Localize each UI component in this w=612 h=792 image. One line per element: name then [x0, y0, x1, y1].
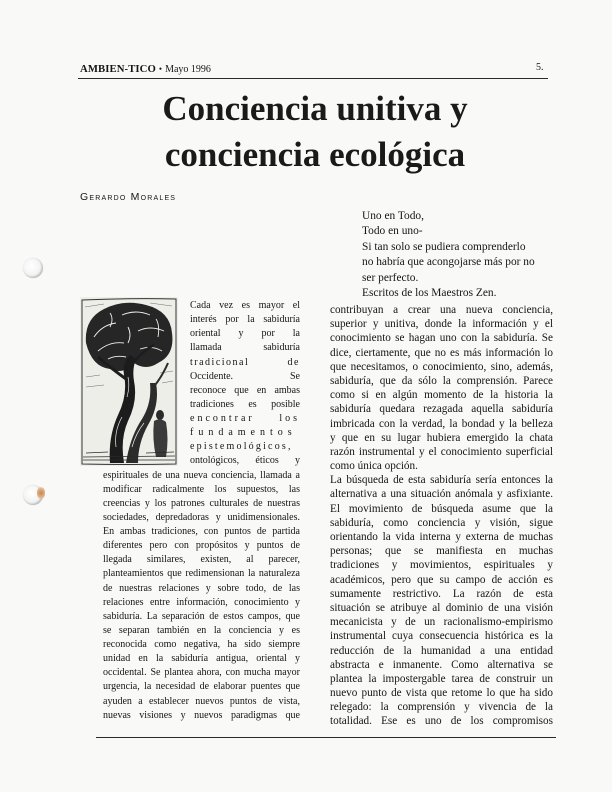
body-text-line: dice, ciertamente, que no es más información lo	[330, 346, 553, 359]
rust-stain	[37, 487, 45, 499]
body-text-line: que necesitamos, o conocimiento, sino, además,	[330, 360, 553, 373]
running-header	[80, 61, 211, 75]
body-text-line: como si en algún momento de la historia la	[330, 389, 553, 402]
epigraph-source: Escritos de los Maestros Zen.	[362, 286, 497, 299]
body-text-line: planteamientos que redimensionan la naturaleza	[103, 568, 300, 580]
body-text-line: espirituales de una nueva conciencia, llamada a	[103, 469, 300, 481]
body-text-line: sabiduría, que da sólo la comprensión. Parece	[330, 374, 553, 387]
epigraph-line: ser perfecto.	[362, 271, 419, 284]
issue-date: Mayo 1996	[165, 64, 211, 75]
body-text-line: razón instrumental y el conocimiento superficial	[330, 445, 553, 458]
footer-rule	[96, 737, 556, 738]
article-title-line: Conciencia unitiva y	[162, 89, 468, 128]
body-text-line: orientando la vida interna y externa de muchas	[330, 531, 553, 543]
body-text-line: y que en su lugar hubiera emergido la chata	[330, 431, 553, 444]
paragraph	[330, 303, 553, 473]
body-text-line: fundamentos	[190, 427, 297, 439]
body-text-line: sabiduría, como conciencia y visión, sigue	[330, 516, 553, 529]
body-text-line: académicos, pero que su campo de acción es	[330, 573, 553, 586]
body-text-line: como única opción.	[330, 460, 418, 473]
body-text-line: llegada similares, existen, al parecer,	[103, 554, 300, 566]
epigraph-line: no habría que acongojarse más por no	[362, 256, 535, 269]
epigraph-line: Uno en Todo,	[362, 210, 424, 222]
body-text-line: superior y unitiva, donde la información y el	[330, 318, 553, 331]
body-text-line: La búsqueda de esta sabiduría sería entonces la	[330, 474, 553, 487]
epigraph-line: Si tan solo se pudiera comprenderlo	[362, 240, 526, 253]
page-number: 5.	[536, 62, 544, 73]
body-text-line: imbricada con la verdad, la bondad y la belleza	[330, 417, 553, 430]
body-text-line: ontológicos, éticos y	[190, 455, 300, 467]
header-rule	[78, 78, 548, 79]
body-text-line: En ambas tradiciones, con puntos de partida	[103, 526, 300, 537]
body-text-line: situación se atribuye al dominio de una visión	[330, 601, 553, 614]
body-text-line: tradiciones y movimientos, espirituales y	[330, 559, 553, 572]
body-text-line: reducción de la humanidad a una entidad	[330, 644, 553, 657]
body-text-line: nuevo punto de vista que retome lo que ha sido	[330, 687, 553, 700]
body-text-line: nuevas visiones y nuevos paradigmas que	[103, 709, 300, 721]
body-text-line: Occidente. Se	[190, 370, 300, 382]
body-text-line: contribuyan a crear una nueva conciencia,	[330, 304, 553, 316]
body-text-line: ayuden a establecer nuevos puntos de vista,	[103, 695, 300, 707]
body-text-line: occidental. Se plantea ahora, con mucha mayor	[103, 667, 300, 679]
body-text-line: El movimiento de búsqueda asume que la	[330, 502, 553, 515]
body-text-line: sumamente restrictivo. La razón de esta	[330, 587, 553, 600]
left-column	[103, 299, 300, 723]
body-text-line: unidad en la sabiduría antigua, oriental y	[103, 653, 300, 665]
body-text-line: creencias y los patrones culturales de nuestras	[103, 497, 300, 509]
body-text-line: diferentes pero con propósitos y puntos de	[103, 540, 300, 552]
body-text-line: relaciones entre información, conocimiento y	[103, 596, 300, 608]
body-text-line: reconoce que en ambas	[190, 384, 300, 396]
body-text-line: instrumental cuya consecuencia histórica es la	[330, 630, 553, 643]
body-text-line: alternativa a una situación anómala y asfixiante.	[330, 488, 553, 501]
body-text-line: epistemológicos,	[190, 441, 293, 453]
body-text-line: oriental y por la	[190, 328, 300, 340]
body-text-line: sabiduría. La separación de estos campos, que	[103, 610, 300, 622]
article-author: Gerardo Morales	[80, 191, 177, 203]
body-text-line: conocimiento se hagan uno con la sabiduría. Se	[330, 332, 553, 345]
header-separator: •	[158, 64, 163, 74]
body-text-line: modificar radicalmente los supuestos, las	[103, 483, 300, 495]
body-text-line: tradicional de	[190, 356, 300, 368]
body-text-line: relegado: la comprensión y vivencia de la	[330, 701, 553, 714]
punch-hole	[23, 258, 43, 278]
body-text-line: personas; que se manifiesta en muchas	[330, 545, 553, 558]
body-text-line: interés por la sabiduría	[190, 314, 300, 326]
body-text-line: Cada vez es mayor el	[190, 300, 300, 311]
body-text-line: abstracta e inmanente. Como alternativa se	[330, 658, 553, 671]
body-text-line: urgencia, la necesidad de elaborar puentes que	[103, 681, 300, 693]
body-text-line: llamada sabiduría	[190, 342, 300, 354]
body-text-line: tradiciones es posible	[190, 398, 300, 410]
body-text-line: mecanicista y de un racionalismo-empirismo	[330, 616, 553, 629]
epigraph	[362, 209, 562, 301]
right-column	[330, 303, 553, 729]
body-text-line: sociedades, depredadoras y unidimensionales.	[103, 511, 300, 523]
paragraph	[330, 473, 553, 728]
publication-name: AMBIEN-TICO	[80, 63, 156, 75]
article-title-line: conciencia ecológica	[164, 135, 466, 174]
body-text-line: totalidad. Ese es uno de los compromisos	[330, 715, 553, 728]
body-text-line: plantea la impostergable tarea de construir un	[330, 672, 553, 685]
body-text-line: sabiduría quedara rezagada aquella sabiduría	[330, 403, 553, 416]
body-text-line: se separan también en la conciencia y es	[103, 624, 300, 636]
epigraph-line: Todo en uno-	[362, 225, 423, 238]
body-text-line: encontrar los	[190, 413, 300, 424]
body-text-line: de nuestras relaciones y sobre todo, de las	[103, 582, 300, 594]
body-text-line: reconocida como negativa, ha sido siempre	[103, 639, 300, 650]
